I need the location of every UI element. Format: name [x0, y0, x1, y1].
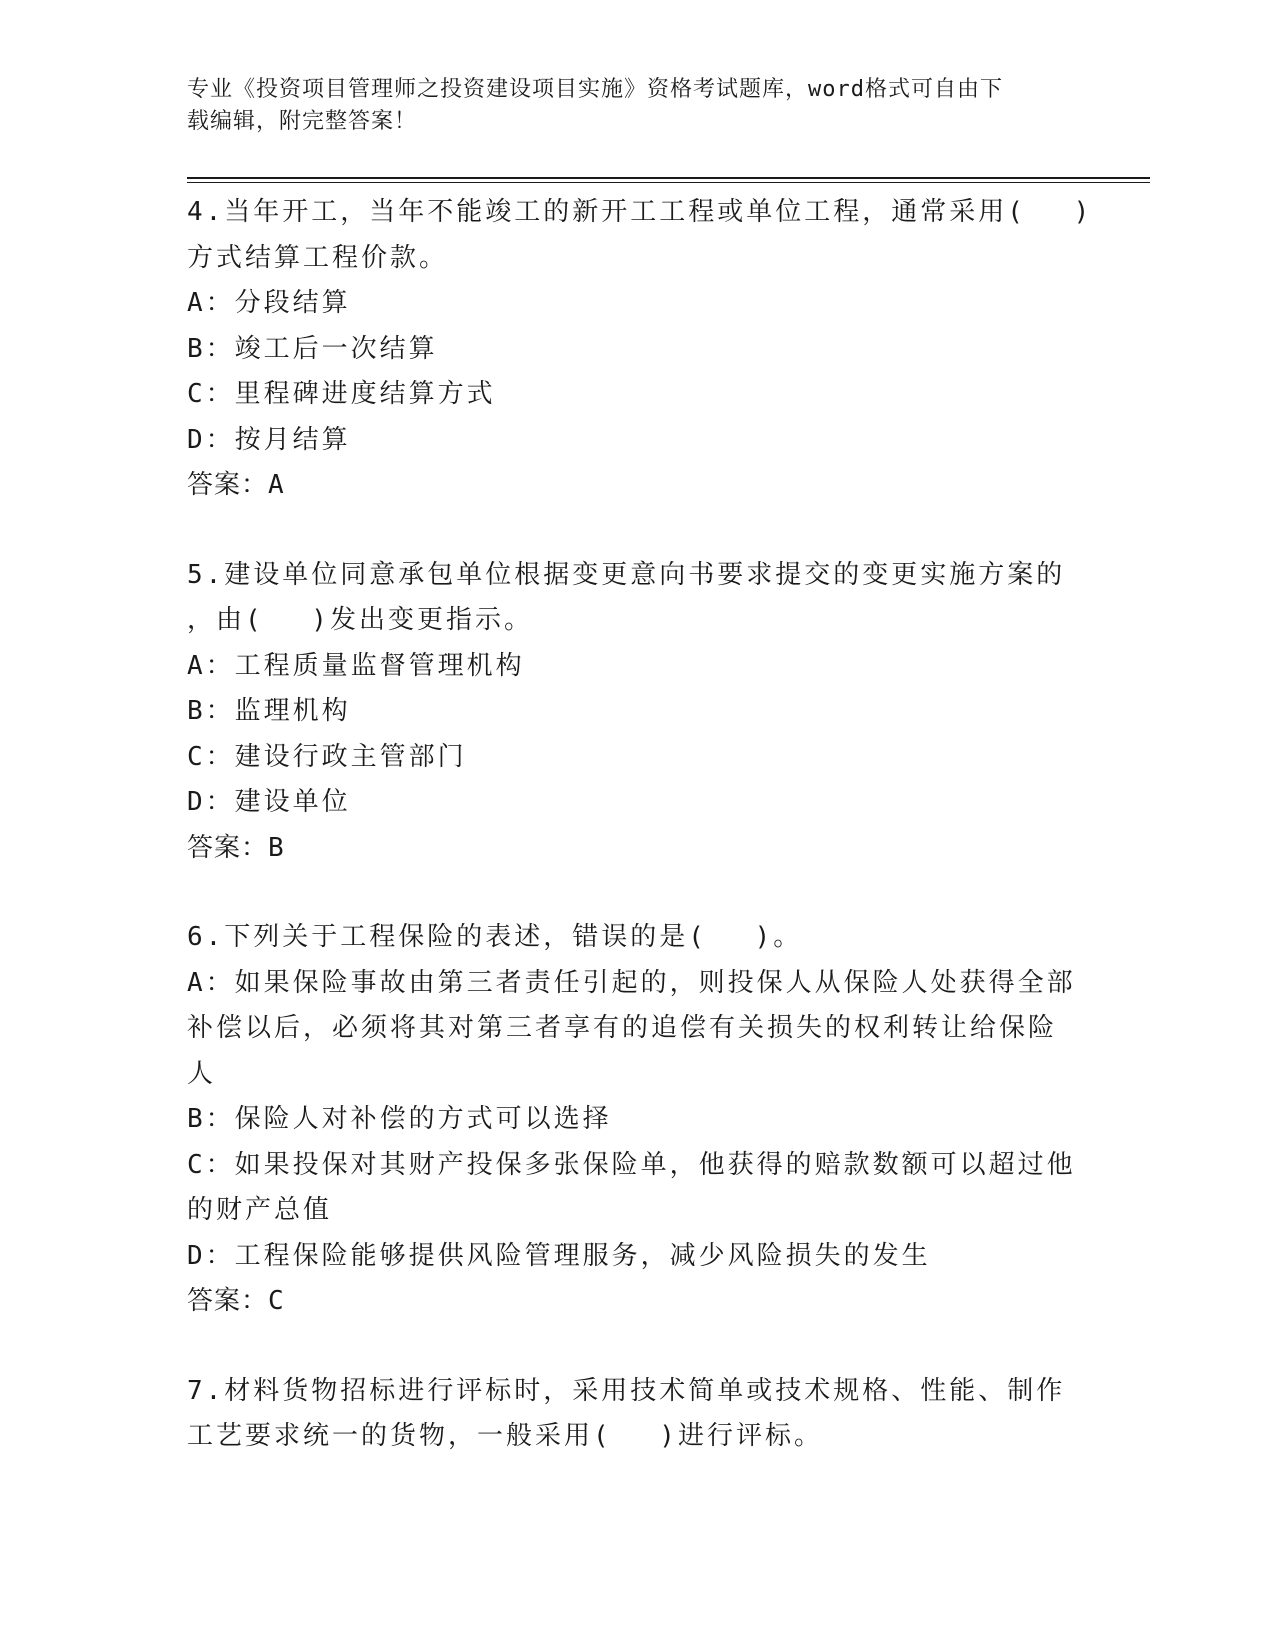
question-block	[187, 1369, 1087, 1460]
question-list	[187, 190, 1093, 1504]
document-header	[187, 74, 1067, 138]
question-stem-line: 4.当年开工，当年不能竣工的新开工工程或单位工程，通常采用( )	[187, 197, 1093, 227]
option-line: B：保险人对补偿的方式可以选择	[187, 1104, 612, 1134]
option-line: D：建设单位	[187, 787, 351, 817]
question-block	[187, 915, 1087, 1325]
option-line: 补偿以后，必须将其对第三者享有的追偿有关损失的权利转让给保险	[187, 1013, 1058, 1043]
option-line: C：如果投保对其财产投保多张保险单，他获得的赔款数额可以超过他	[187, 1149, 1076, 1180]
option-line: C：里程碑进度结算方式	[187, 379, 496, 409]
header-line: 载编辑，附完整答案！	[187, 109, 418, 134]
question-block	[187, 553, 1087, 872]
question-stem-line: 工艺要求统一的货物，一般采用( )进行评标。	[187, 1421, 823, 1451]
option-line: D：工程保险能够提供风险管理服务，减少风险损失的发生	[187, 1240, 931, 1271]
option-line: B：竣工后一次结算	[187, 333, 438, 364]
option-line: A：分段结算	[187, 288, 351, 318]
question-stem-line: ，由( )发出变更指示。	[187, 605, 533, 635]
header-divider-thick	[187, 177, 1150, 179]
header-divider-thin	[187, 182, 1150, 183]
question-block	[187, 190, 1093, 509]
answer-line: 答案：C	[187, 1286, 285, 1316]
option-line: A：工程质量监督管理机构	[187, 650, 525, 681]
question-stem-line: 方式结算工程价款。	[187, 242, 449, 273]
answer-line: 答案：B	[187, 832, 285, 863]
question-stem-line: 5.建设单位同意承包单位根据变更意向书要求提交的变更实施方案的	[187, 559, 1066, 590]
option-line: 的财产总值	[187, 1195, 333, 1225]
option-line: B：监理机构	[187, 696, 351, 726]
option-line: D：按月结算	[187, 424, 351, 455]
header-line: 专业《投资项目管理师之投资建设项目实施》资格考试题库，word格式可自由下	[187, 77, 1003, 102]
question-stem-line: 6.下列关于工程保险的表述，错误的是( )。	[187, 922, 803, 952]
question-stem-line: 7.材料货物招标进行评标时，采用技术简单或技术规格、性能、制作	[187, 1375, 1066, 1406]
option-line: A：如果保险事故由第三者责任引起的，则投保人从保险人处获得全部	[187, 967, 1076, 998]
option-line: C：建设行政主管部门	[187, 741, 467, 772]
option-line: 人	[187, 1058, 217, 1089]
answer-line: 答案：A	[187, 470, 285, 500]
